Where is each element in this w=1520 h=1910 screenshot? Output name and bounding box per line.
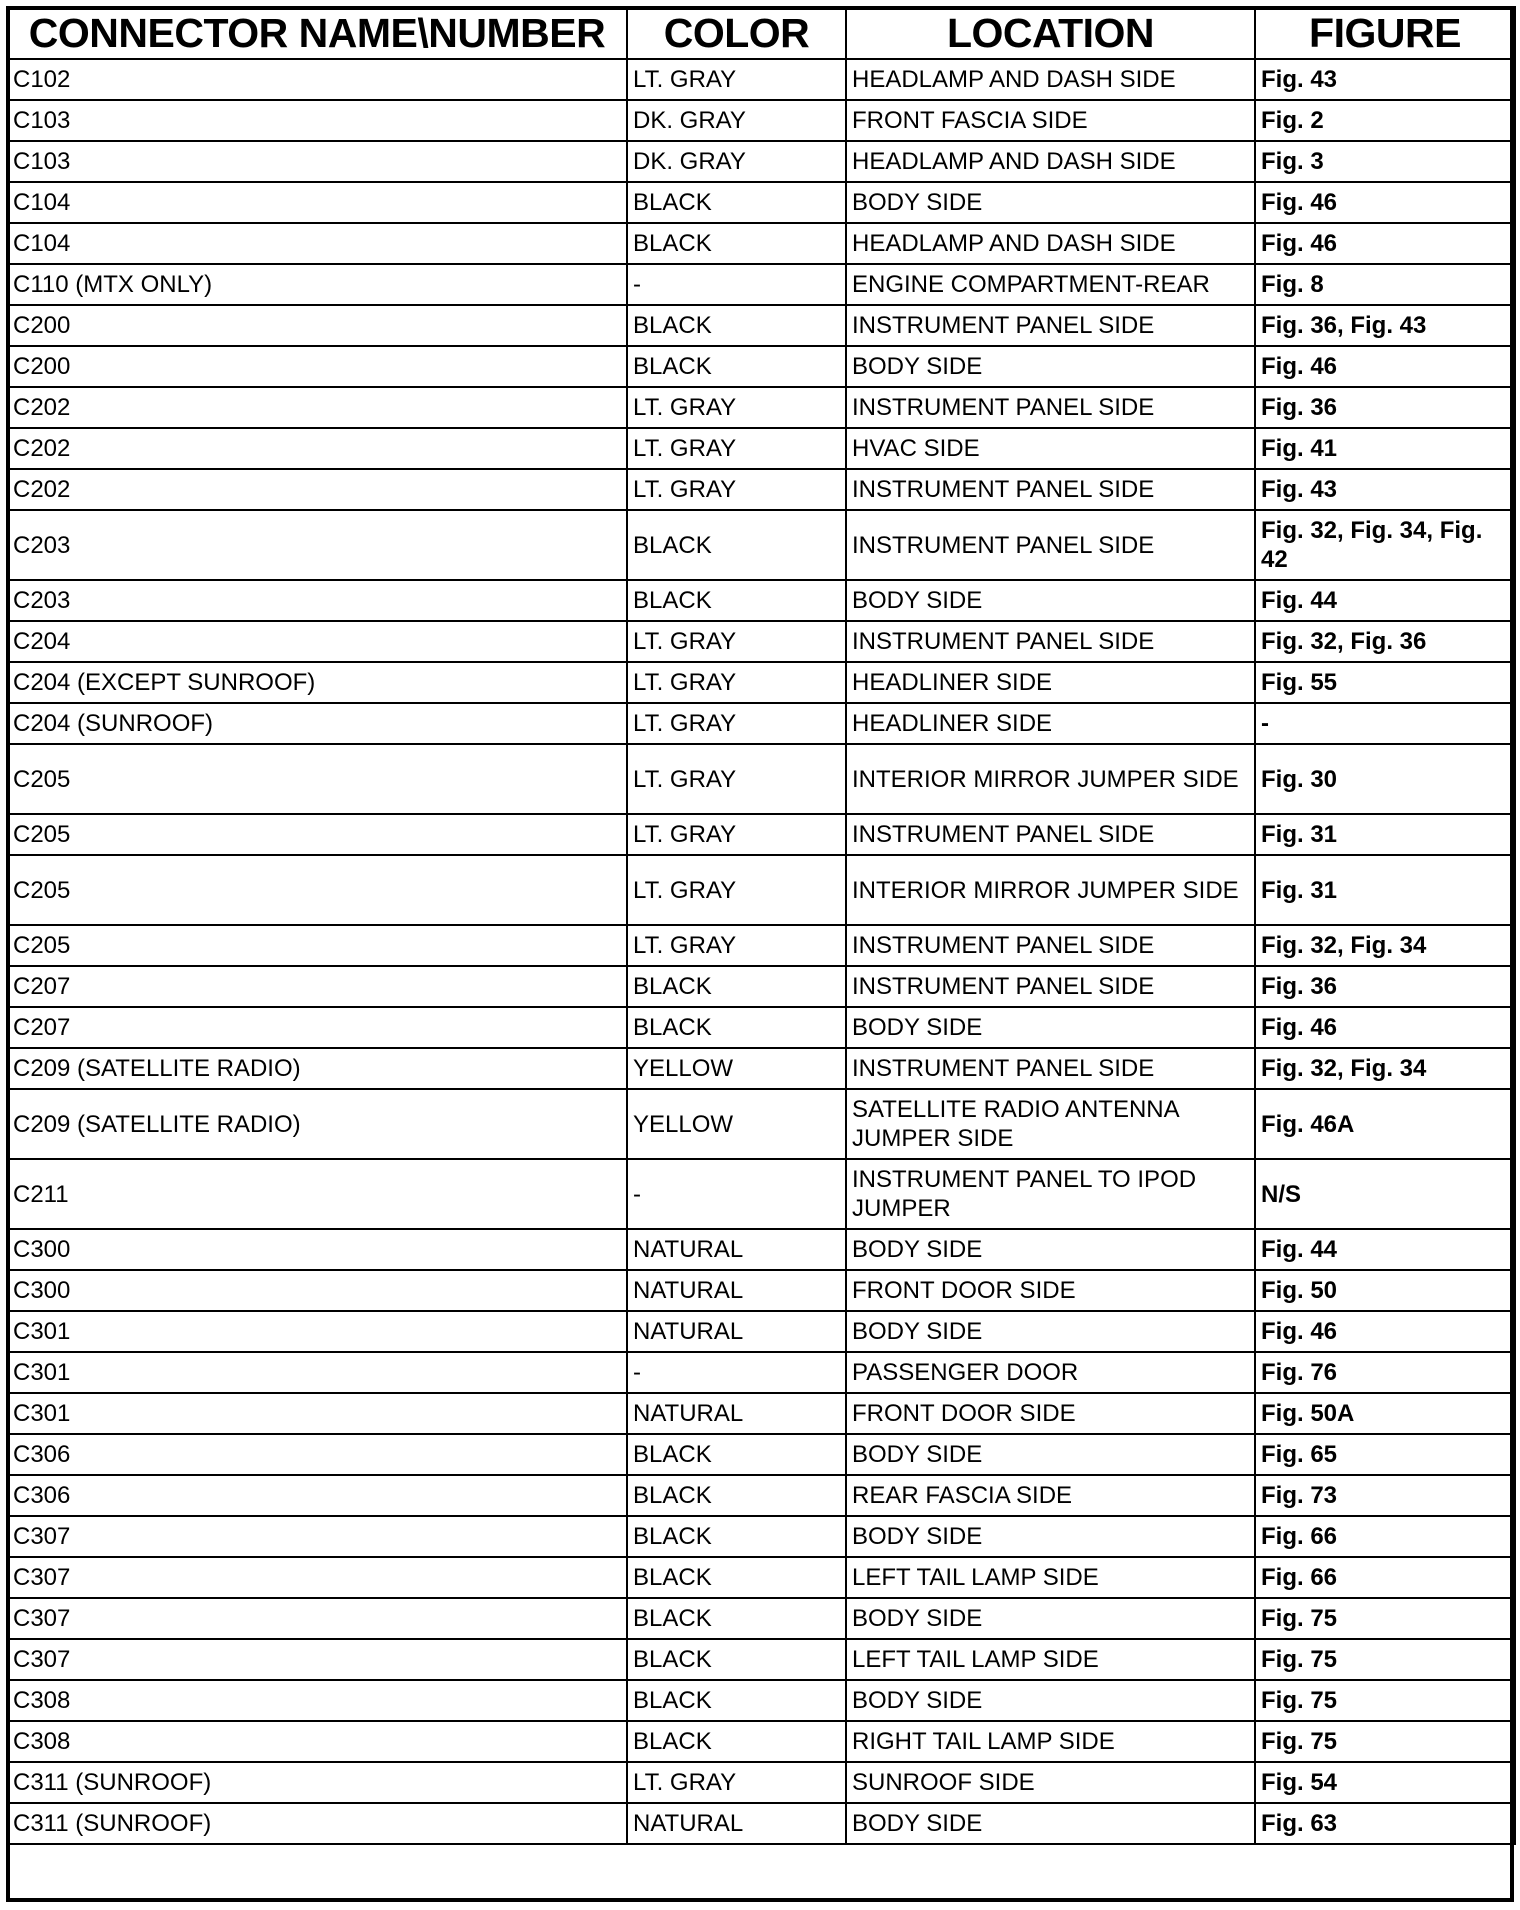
cell-location: BODY SIDE — [846, 1229, 1255, 1270]
cell-location: FRONT DOOR SIDE — [846, 1270, 1255, 1311]
cell-connector-name: C307 — [7, 1557, 627, 1598]
header-location: LOCATION — [846, 7, 1255, 59]
table-row — [7, 346, 1515, 387]
cell-figure: Fig. 32, Fig. 34 — [1255, 925, 1515, 966]
cell-connector-name: C300 — [7, 1229, 627, 1270]
table-row — [7, 1803, 1515, 1844]
header-row — [7, 7, 1515, 59]
cell-connector-name: C207 — [7, 966, 627, 1007]
cell-location: BODY SIDE — [846, 1007, 1255, 1048]
cell-location: LEFT TAIL LAMP SIDE — [846, 1639, 1255, 1680]
table-row — [7, 855, 1515, 925]
cell-connector-name: C204 (EXCEPT SUNROOF) — [7, 662, 627, 703]
cell-figure: Fig. 31 — [1255, 855, 1515, 925]
cell-color: LT. GRAY — [627, 1762, 846, 1803]
cell-connector-name: C311 (SUNROOF) — [7, 1762, 627, 1803]
cell-figure: Fig. 36 — [1255, 966, 1515, 1007]
table-row — [7, 1229, 1515, 1270]
cell-location: INSTRUMENT PANEL SIDE — [846, 387, 1255, 428]
cell-connector-name: C110 (MTX ONLY) — [7, 264, 627, 305]
cell-location: BODY SIDE — [846, 1516, 1255, 1557]
table-row — [7, 59, 1515, 100]
cell-color: NATURAL — [627, 1229, 846, 1270]
table-row — [7, 1089, 1515, 1159]
cell-connector-name: C204 (SUNROOF) — [7, 703, 627, 744]
cell-location: BODY SIDE — [846, 1311, 1255, 1352]
cell-figure: Fig. 8 — [1255, 264, 1515, 305]
cell-color: BLACK — [627, 305, 846, 346]
cell-figure: Fig. 46 — [1255, 346, 1515, 387]
cell-location: BODY SIDE — [846, 1598, 1255, 1639]
table-row — [7, 469, 1515, 510]
cell-color: LT. GRAY — [627, 662, 846, 703]
table-row — [7, 1270, 1515, 1311]
cell-figure: Fig. 43 — [1255, 59, 1515, 100]
cell-location: FRONT DOOR SIDE — [846, 1393, 1255, 1434]
cell-location: LEFT TAIL LAMP SIDE — [846, 1557, 1255, 1598]
cell-connector-name: C300 — [7, 1270, 627, 1311]
cell-figure: Fig. 36, Fig. 43 — [1255, 305, 1515, 346]
cell-figure: Fig. 3 — [1255, 141, 1515, 182]
table-row — [7, 1639, 1515, 1680]
cell-color: LT. GRAY — [627, 703, 846, 744]
cell-location: FRONT FASCIA SIDE — [846, 100, 1255, 141]
cell-connector-name: C307 — [7, 1639, 627, 1680]
cell-connector-name: C306 — [7, 1475, 627, 1516]
table-row — [7, 182, 1515, 223]
cell-connector-name: C200 — [7, 305, 627, 346]
table-row — [7, 1007, 1515, 1048]
table-row — [7, 1598, 1515, 1639]
cell-color: BLACK — [627, 346, 846, 387]
header-color: COLOR — [627, 7, 846, 59]
cell-figure: Fig. 43 — [1255, 469, 1515, 510]
table-row — [7, 223, 1515, 264]
table-row — [7, 966, 1515, 1007]
cell-figure: Fig. 50A — [1255, 1393, 1515, 1434]
cell-color: YELLOW — [627, 1048, 846, 1089]
table-row — [7, 925, 1515, 966]
table-row — [7, 1048, 1515, 1089]
table-body — [7, 59, 1515, 1844]
cell-color: DK. GRAY — [627, 141, 846, 182]
table-row — [7, 1557, 1515, 1598]
cell-color: - — [627, 1159, 846, 1229]
cell-location: BODY SIDE — [846, 580, 1255, 621]
cell-color: LT. GRAY — [627, 469, 846, 510]
cell-color: BLACK — [627, 1680, 846, 1721]
cell-location: HEADLAMP AND DASH SIDE — [846, 223, 1255, 264]
cell-connector-name: C200 — [7, 346, 627, 387]
cell-connector-name: C103 — [7, 100, 627, 141]
cell-figure: Fig. 66 — [1255, 1516, 1515, 1557]
cell-location: INSTRUMENT PANEL SIDE — [846, 621, 1255, 662]
cell-figure: Fig. 46 — [1255, 182, 1515, 223]
cell-connector-name: C308 — [7, 1680, 627, 1721]
cell-figure: Fig. 32, Fig. 34 — [1255, 1048, 1515, 1089]
table-row — [7, 1352, 1515, 1393]
cell-connector-name: C203 — [7, 580, 627, 621]
cell-color: YELLOW — [627, 1089, 846, 1159]
table-row — [7, 1393, 1515, 1434]
cell-color: NATURAL — [627, 1311, 846, 1352]
table-row — [7, 1762, 1515, 1803]
cell-location: BODY SIDE — [846, 1803, 1255, 1844]
cell-color: LT. GRAY — [627, 621, 846, 662]
table-row — [7, 510, 1515, 580]
cell-color: LT. GRAY — [627, 855, 846, 925]
cell-location: INSTRUMENT PANEL TO IPOD JUMPER — [846, 1159, 1255, 1229]
table-row — [7, 814, 1515, 855]
cell-figure: Fig. 76 — [1255, 1352, 1515, 1393]
cell-figure: N/S — [1255, 1159, 1515, 1229]
cell-location: INSTRUMENT PANEL SIDE — [846, 925, 1255, 966]
table-row — [7, 1311, 1515, 1352]
cell-location: INSTRUMENT PANEL SIDE — [846, 1048, 1255, 1089]
cell-location: INSTRUMENT PANEL SIDE — [846, 305, 1255, 346]
table-row — [7, 264, 1515, 305]
cell-color: BLACK — [627, 182, 846, 223]
cell-color: BLACK — [627, 1598, 846, 1639]
table-row — [7, 428, 1515, 469]
cell-connector-name: C209 (SATELLITE RADIO) — [7, 1048, 627, 1089]
cell-location: HVAC SIDE — [846, 428, 1255, 469]
cell-connector-name: C205 — [7, 855, 627, 925]
cell-figure: - — [1255, 703, 1515, 744]
cell-figure: Fig. 73 — [1255, 1475, 1515, 1516]
table-row — [7, 621, 1515, 662]
cell-color: - — [627, 1352, 846, 1393]
cell-color: BLACK — [627, 966, 846, 1007]
cell-color: LT. GRAY — [627, 59, 846, 100]
cell-color: LT. GRAY — [627, 387, 846, 428]
cell-connector-name: C311 (SUNROOF) — [7, 1803, 627, 1844]
cell-color: BLACK — [627, 1007, 846, 1048]
cell-color: NATURAL — [627, 1803, 846, 1844]
cell-connector-name: C301 — [7, 1311, 627, 1352]
cell-figure: Fig. 75 — [1255, 1598, 1515, 1639]
cell-connector-name: C209 (SATELLITE RADIO) — [7, 1089, 627, 1159]
cell-connector-name: C205 — [7, 744, 627, 814]
cell-figure: Fig. 46 — [1255, 1311, 1515, 1352]
cell-color: LT. GRAY — [627, 428, 846, 469]
cell-location: INTERIOR MIRROR JUMPER SIDE — [846, 855, 1255, 925]
cell-figure: Fig. 75 — [1255, 1721, 1515, 1762]
cell-figure: Fig. 2 — [1255, 100, 1515, 141]
cell-location: SATELLITE RADIO ANTENNA JUMPER SIDE — [846, 1089, 1255, 1159]
cell-location: BODY SIDE — [846, 1434, 1255, 1475]
cell-color: BLACK — [627, 1434, 846, 1475]
cell-location: INSTRUMENT PANEL SIDE — [846, 814, 1255, 855]
cell-figure: Fig. 75 — [1255, 1680, 1515, 1721]
cell-color: BLACK — [627, 1639, 846, 1680]
cell-color: BLACK — [627, 1475, 846, 1516]
cell-connector-name: C104 — [7, 182, 627, 223]
cell-connector-name: C301 — [7, 1352, 627, 1393]
cell-location: ENGINE COMPARTMENT-REAR — [846, 264, 1255, 305]
cell-figure: Fig. 66 — [1255, 1557, 1515, 1598]
cell-color: - — [627, 264, 846, 305]
cell-connector-name: C306 — [7, 1434, 627, 1475]
cell-location: INTERIOR MIRROR JUMPER SIDE — [846, 744, 1255, 814]
cell-color: DK. GRAY — [627, 100, 846, 141]
table-row — [7, 100, 1515, 141]
table-row — [7, 387, 1515, 428]
cell-connector-name: C203 — [7, 510, 627, 580]
cell-connector-name: C202 — [7, 428, 627, 469]
cell-location: BODY SIDE — [846, 182, 1255, 223]
cell-color: NATURAL — [627, 1270, 846, 1311]
cell-color: NATURAL — [627, 1393, 846, 1434]
cell-connector-name: C202 — [7, 387, 627, 428]
cell-location: RIGHT TAIL LAMP SIDE — [846, 1721, 1255, 1762]
cell-connector-name: C205 — [7, 814, 627, 855]
header-connector-name: CONNECTOR NAME\NUMBER — [7, 7, 627, 59]
table-row — [7, 1159, 1515, 1229]
cell-color: BLACK — [627, 223, 846, 264]
cell-location: HEADLINER SIDE — [846, 703, 1255, 744]
table-row — [7, 305, 1515, 346]
cell-color: BLACK — [627, 1516, 846, 1557]
cell-location: INSTRUMENT PANEL SIDE — [846, 966, 1255, 1007]
cell-figure: Fig. 41 — [1255, 428, 1515, 469]
cell-figure: Fig. 55 — [1255, 662, 1515, 703]
cell-figure: Fig. 46 — [1255, 223, 1515, 264]
cell-connector-name: C202 — [7, 469, 627, 510]
cell-location: BODY SIDE — [846, 1680, 1255, 1721]
cell-connector-name: C211 — [7, 1159, 627, 1229]
cell-figure: Fig. 65 — [1255, 1434, 1515, 1475]
table-row — [7, 1475, 1515, 1516]
cell-figure: Fig. 44 — [1255, 1229, 1515, 1270]
cell-color: LT. GRAY — [627, 925, 846, 966]
cell-figure: Fig. 44 — [1255, 580, 1515, 621]
table-row — [7, 580, 1515, 621]
cell-figure: Fig. 31 — [1255, 814, 1515, 855]
table-row — [7, 662, 1515, 703]
cell-figure: Fig. 36 — [1255, 387, 1515, 428]
cell-connector-name: C308 — [7, 1721, 627, 1762]
table-row — [7, 141, 1515, 182]
cell-location: BODY SIDE — [846, 346, 1255, 387]
cell-location: HEADLAMP AND DASH SIDE — [846, 59, 1255, 100]
cell-connector-name: C104 — [7, 223, 627, 264]
cell-connector-name: C204 — [7, 621, 627, 662]
table-row — [7, 1680, 1515, 1721]
cell-location: HEADLAMP AND DASH SIDE — [846, 141, 1255, 182]
cell-figure: Fig. 54 — [1255, 1762, 1515, 1803]
cell-connector-name: C103 — [7, 141, 627, 182]
cell-location: INSTRUMENT PANEL SIDE — [846, 510, 1255, 580]
cell-color: BLACK — [627, 580, 846, 621]
cell-figure: Fig. 46 — [1255, 1007, 1515, 1048]
cell-location: REAR FASCIA SIDE — [846, 1475, 1255, 1516]
cell-location: INSTRUMENT PANEL SIDE — [846, 469, 1255, 510]
cell-location: SUNROOF SIDE — [846, 1762, 1255, 1803]
cell-figure: Fig. 50 — [1255, 1270, 1515, 1311]
table-row — [7, 703, 1515, 744]
cell-color: BLACK — [627, 1721, 846, 1762]
cell-connector-name: C207 — [7, 1007, 627, 1048]
cell-figure: Fig. 75 — [1255, 1639, 1515, 1680]
cell-figure: Fig. 32, Fig. 34, Fig. 42 — [1255, 510, 1515, 580]
cell-figure: Fig. 63 — [1255, 1803, 1515, 1844]
cell-connector-name: C205 — [7, 925, 627, 966]
cell-location: PASSENGER DOOR — [846, 1352, 1255, 1393]
cell-figure: Fig. 30 — [1255, 744, 1515, 814]
cell-location: HEADLINER SIDE — [846, 662, 1255, 703]
connector-table — [6, 6, 1516, 1845]
cell-figure: Fig. 32, Fig. 36 — [1255, 621, 1515, 662]
cell-color: BLACK — [627, 1557, 846, 1598]
header-figure: FIGURE — [1255, 7, 1515, 59]
cell-figure: Fig. 46A — [1255, 1089, 1515, 1159]
cell-connector-name: C307 — [7, 1516, 627, 1557]
cell-connector-name: C301 — [7, 1393, 627, 1434]
cell-color: BLACK — [627, 510, 846, 580]
cell-color: LT. GRAY — [627, 814, 846, 855]
cell-connector-name: C307 — [7, 1598, 627, 1639]
table-row — [7, 1721, 1515, 1762]
cell-color: LT. GRAY — [627, 744, 846, 814]
table-row — [7, 744, 1515, 814]
table-row — [7, 1434, 1515, 1475]
table-row — [7, 1516, 1515, 1557]
cell-connector-name: C102 — [7, 59, 627, 100]
